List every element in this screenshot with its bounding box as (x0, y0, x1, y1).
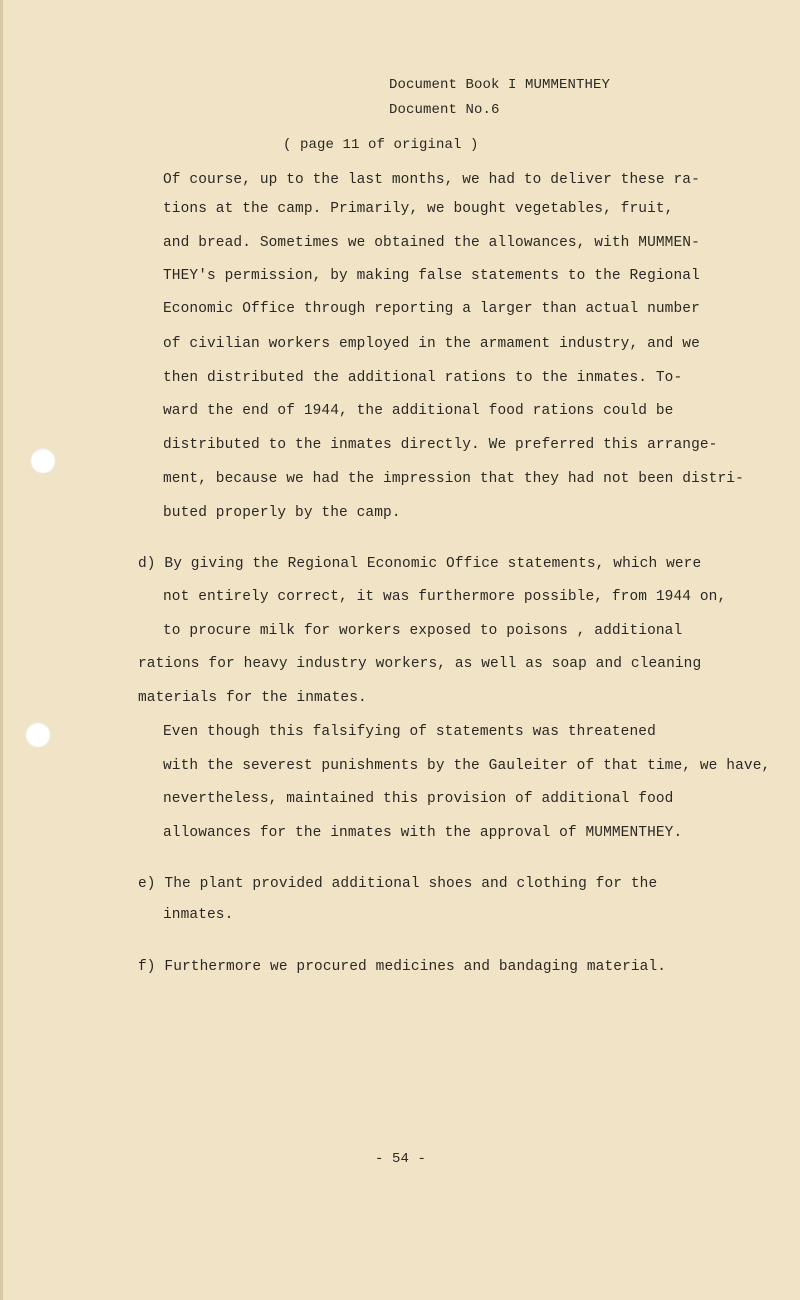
text-line: of civilian workers employed in the armament industry, and we (163, 336, 700, 352)
text-line: e) The plant provided additional shoes and clothing for the (138, 876, 658, 892)
document-number: Document No.6 (389, 102, 500, 118)
page-number: - 54 - (375, 1151, 427, 1167)
punch-hole (25, 722, 51, 748)
punch-hole (30, 448, 56, 474)
text-line: nevertheless, maintained this provision of additional food (163, 791, 674, 807)
text-line: distributed to the inmates directly. We preferred this arrange- (163, 437, 718, 453)
text-line: then distributed the additional rations to the inmates. To- (163, 370, 683, 386)
text-line: allowances for the inmates with the approval of MUMMENTHEY. (163, 825, 683, 841)
original-page-reference: ( page 11 of original ) (283, 137, 479, 153)
text-line: THEY's permission, by making false statements to the Regional (163, 268, 700, 284)
text-line: d) By giving the Regional Economic Office statements, which were (138, 556, 702, 572)
text-line: Even though this falsifying of statements was threatened (163, 724, 656, 740)
text-line: ment, because we had the impression that they had not been distri- (163, 471, 744, 487)
text-line: ward the end of 1944, the additional food rations could be (163, 403, 674, 419)
text-line: buted properly by the camp. (163, 505, 401, 521)
text-line: materials for the inmates. (138, 690, 367, 706)
text-line: with the severest punishments by the Gauleiter of that time, we have, (163, 758, 771, 774)
text-line: Of course, up to the last months, we had to deliver these ra- (163, 172, 700, 188)
text-line: to procure milk for workers exposed to poisons , additional (163, 623, 683, 639)
text-line: f) Furthermore we procured medicines and bandaging material. (138, 959, 667, 975)
text-line: rations for heavy industry workers, as well as soap and cleaning (138, 656, 702, 672)
text-line: and bread. Sometimes we obtained the allowances, with MUMMEN- (163, 235, 700, 251)
text-line: inmates. (163, 907, 234, 923)
text-line: Economic Office through reporting a larger than actual number (163, 301, 700, 317)
text-line: not entirely correct, it was furthermore possible, from 1944 on, (163, 589, 727, 605)
document-book-title: Document Book I MUMMENTHEY (389, 77, 611, 93)
text-line: tions at the camp. Primarily, we bought vegetables, fruit, (163, 201, 674, 217)
